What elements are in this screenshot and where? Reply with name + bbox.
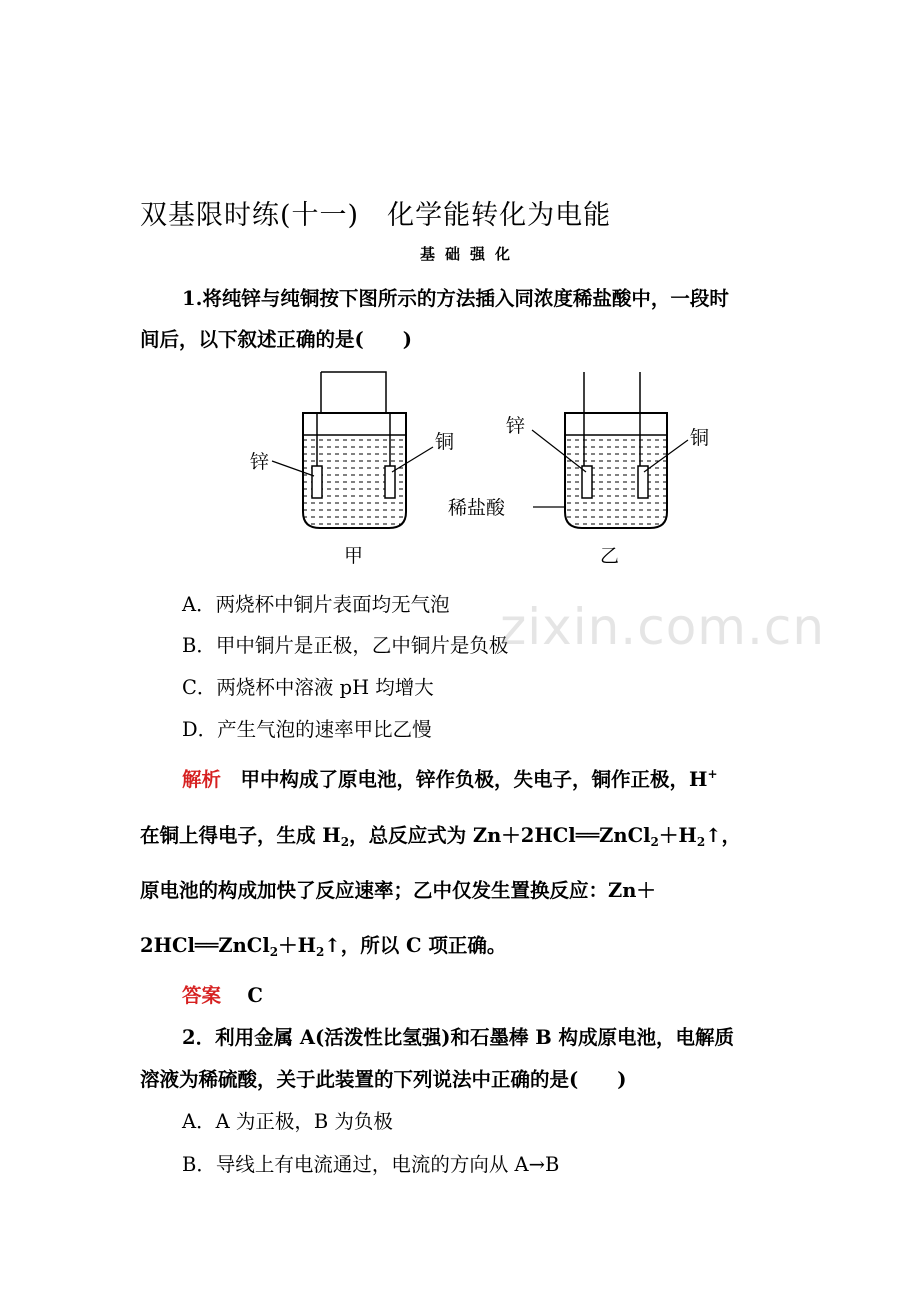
section-title: 基础强化 bbox=[420, 245, 521, 263]
label-copper-jia: 铜 bbox=[435, 431, 455, 453]
label-acid: 稀盐酸 bbox=[448, 497, 506, 519]
label-beaker-yi: 乙 bbox=[600, 545, 620, 567]
beaker-figure bbox=[230, 360, 750, 570]
q2-stem-line2: 溶液为稀硫酸，关于此装置的下列说法中正确的是( ) bbox=[140, 1068, 627, 1091]
q1-option-c: C．两烧杯中溶液 pH 均增大 bbox=[182, 676, 434, 699]
q1-option-d: D．产生气泡的速率甲比乙慢 bbox=[182, 718, 432, 741]
q1-stem-line1: 1.将纯锌与纯铜按下图所示的方法插入同浓度稀盐酸中，一段时 bbox=[182, 287, 729, 310]
q2-option-b: B．导线上有电流通过，电流的方向从 A→B bbox=[182, 1153, 560, 1176]
label-copper-yi: 铜 bbox=[690, 427, 710, 449]
page-title: 双基限时练(十一) 化学能转化为电能 bbox=[140, 200, 612, 231]
label-beaker-jia: 甲 bbox=[344, 545, 364, 567]
analysis-line4: $2HCl══ZnCl_2+H_2↑$，所以 C 项正确。 bbox=[140, 934, 507, 959]
q1-option-b: B．甲中铜片是正极，乙中铜片是负极 bbox=[182, 634, 509, 657]
label-zinc-yi: 锌 bbox=[506, 415, 526, 437]
q1-option-a: A．两烧杯中铜片表面均无气泡 bbox=[182, 593, 450, 616]
beaker-yi bbox=[532, 372, 688, 528]
zinc-plate-jia bbox=[312, 466, 322, 498]
label-zinc-jia: 锌 bbox=[250, 451, 270, 473]
q1-stem-line2: 间后，以下叙述正确的是( ) bbox=[140, 328, 412, 351]
q2-stem-line1: 2．利用金属 A(活泼性比氢强)和石墨棒 B 构成原电池，电解质 bbox=[182, 1026, 734, 1049]
analysis-line1: 解析 甲中构成了原电池，锌作负极，失电子，铜作正极，H+ bbox=[182, 767, 718, 791]
watermark: zixin.com.cn bbox=[500, 598, 826, 656]
answer-value: C bbox=[247, 984, 263, 1007]
answer-label: 答案 bbox=[182, 984, 222, 1007]
q2-option-a: A．A 为正极，B 为负极 bbox=[182, 1110, 393, 1133]
beaker-jia bbox=[272, 372, 433, 528]
answer-line bbox=[182, 980, 263, 1008]
analysis-label: 解析 bbox=[182, 768, 222, 791]
analysis-line3: 原电池的构成加快了反应速率；乙中仅发生置换反应：Zn＋ bbox=[140, 879, 656, 902]
analysis-line2: 在铜上得电子，生成 $H_2$，总反应式为 $Zn+2HCl══ZnCl_2+H_2↑$， bbox=[140, 824, 742, 849]
